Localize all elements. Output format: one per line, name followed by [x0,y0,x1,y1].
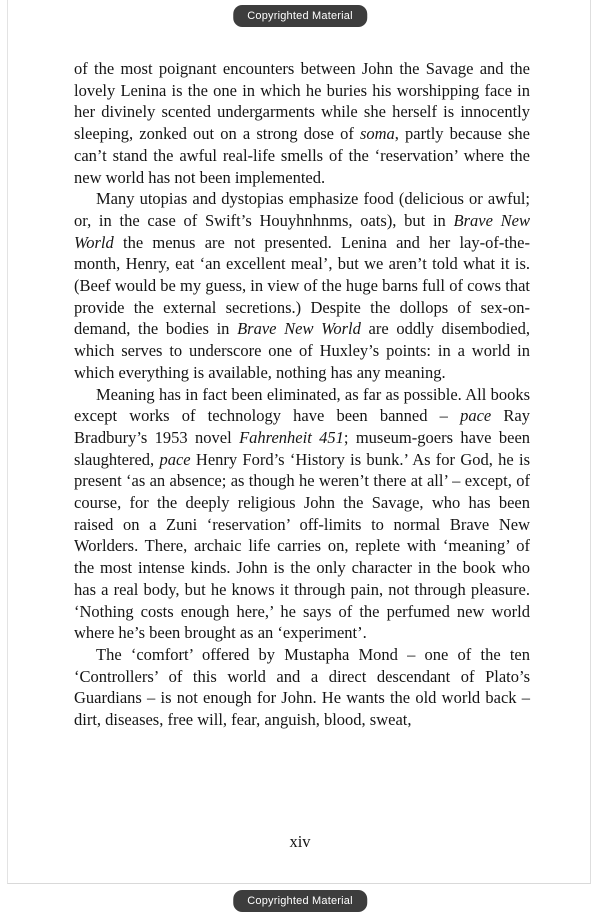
paragraph: Many utopias and dystopias emphasize food (delicious or awful; or, in the case of Swift’s Houyhnhnms, oats), but in Brave New World the menus are not presented. Lenina and her lay-of-the-month, Henry, eat ‘an excellent meal’, but we aren’t told what it is. (Beef would be my guess, in view of the huge barns full of cows that provide the external secretions.) Despite the dollops of sex-on-demand, the bodies in Brave New World are oddly disembodied, which serves to underscore one of Huxley’s points: in a world in which everything is available, nothing has any meaning. [74,189,531,382]
copyright-banner-bottom [233,890,367,912]
paragraph: The ‘comfort’ offered by Mustapha Mond – one of the ten ‘Controllers’ of this world and a direct descendant of Plato’s Guardians – is not enough for John. He wants the old world back – dirt, diseases, free will, fear, anguish, blood, sweat, [74,644,530,730]
paragraph: Meaning has in fact been eliminated, as far as possible. All books except works of technology have been banned – pace Ray Bradbury’s 1953 novel Fahrenheit 451; museum-goers have been slaughtered, pace Henry Ford’s ‘History is bunk.’ As for God, he is present ‘as an absence; as though he weren’t there at all’ – except, of course, for the deeply religious John the Savage, who has been raised on a Zuni ‘reservation’ off-limits to normal Brave New Worlders. There, archaic life carries on, replete with ‘meaning’ of the most intense kinds. John is the only character in the book who has a real body, but he knows it through pain, not through pleasure. ‘Nothing costs enough here,’ he says of the perfumed new world where he’s been brought as an ‘experiment’. [74,384,531,643]
copyright-banner-text: Copyrighted Material [247,895,353,907]
page-text [74,58,530,731]
copyright-banner-text: Copyrighted Material [247,10,353,22]
page-number: xiv [289,832,311,851]
copyright-banner-top [233,5,367,27]
paragraph: of the most poignant encounters between John the Savage and the lovely Lenina is the one in which he buries his worshipping face in her divinely scented undergarments while she herself is innocently sleeping, zonked out on a strong dose of soma, partly because she can’t stand the awful real-life smells of the ‘reservation’ where the new world has not been implemented. [74,59,531,187]
